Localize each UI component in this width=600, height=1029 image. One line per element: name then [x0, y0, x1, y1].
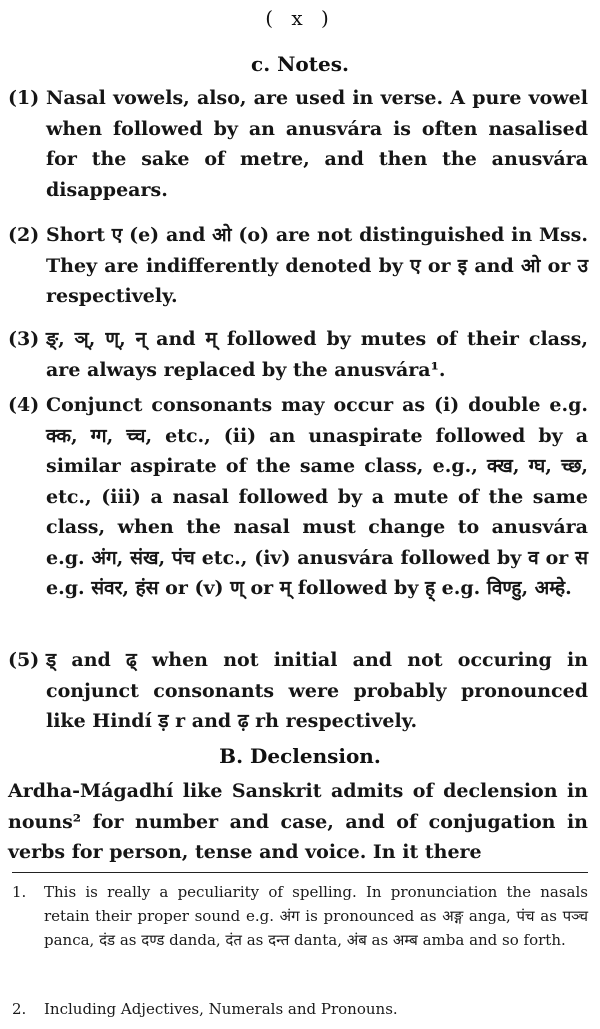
page-number: ( x ) — [265, 6, 335, 30]
note-text: Nasal vowels, also, are used in verse. A pure vowel when followed by an anusvára is often nasalised for the sake of metre, and then the anusvára disappears. — [46, 87, 588, 201]
declension-paragraph — [8, 776, 588, 868]
declension-heading: B. Declension. — [219, 744, 381, 768]
note-1 — [8, 83, 588, 205]
note-number: (5) — [8, 649, 40, 671]
note-2 — [8, 220, 588, 312]
note-text: ड् and ढ् when not initial and not occuring in conjunct consonants were probably pronounced like Hindí ड़ r and ढ़ rh respectively. — [46, 649, 588, 732]
footnote-number: 1. — [12, 883, 27, 901]
note-number: (2) — [8, 224, 40, 246]
notes-heading: c. Notes. — [251, 52, 349, 76]
note-number: (4) — [8, 394, 40, 416]
note-text: Conjunct consonants may occur as (i) double e.g. क्क, ग्ग, च्च, etc., (ii) an unaspirate followed by a similar aspirate of the same class, e.g., क्ख, ग्घ, च्छ, etc., (iii) a nasal followed by a mute of the same class, when the nasal must change to anusvára e.g. अंग, संख, पंच etc., (iv) anusvára followed by व or स e.g. संवर, हंस or (v) ण् or म् followed by ह् e.g. विण्हु, अम्हे. — [46, 394, 588, 599]
footnote-1 — [12, 880, 588, 952]
note-text: ङ्, ञ्, ण्, न् and म् followed by mutes of their class, are always replaced by the anusvára¹. — [46, 328, 588, 381]
note-5 — [8, 645, 588, 737]
footnote-divider — [12, 872, 588, 873]
note-4 — [8, 390, 588, 604]
footnote-2 — [12, 997, 588, 1021]
footnote-text: This is really a peculiarity of spelling. In pronunciation the nasals retain their proper sound e.g. अंग is pronounced as अङ्ग anga, पंच as पञ्च panca, दंड as दण्ड danda, दंत as दन्त danta, अंब as अम्ब amba and so forth. — [44, 883, 588, 949]
declension-text: Ardha-Mágadhí like Sanskrit admits of declension in nouns² for number and case, and of conjugation in verbs for person, tense and voice. In it there — [8, 780, 588, 863]
note-number: (1) — [8, 87, 40, 109]
note-3 — [8, 324, 588, 385]
note-text: Short ए (e) and ओ (o) are not distinguished in Mss. They are indifferently denoted by ए or इ and ओ or उ respectively. — [46, 224, 588, 307]
footnote-number: 2. — [12, 1000, 27, 1018]
footnote-text: Including Adjectives, Numerals and Pronouns. — [44, 1000, 398, 1018]
note-number: (3) — [8, 328, 40, 350]
